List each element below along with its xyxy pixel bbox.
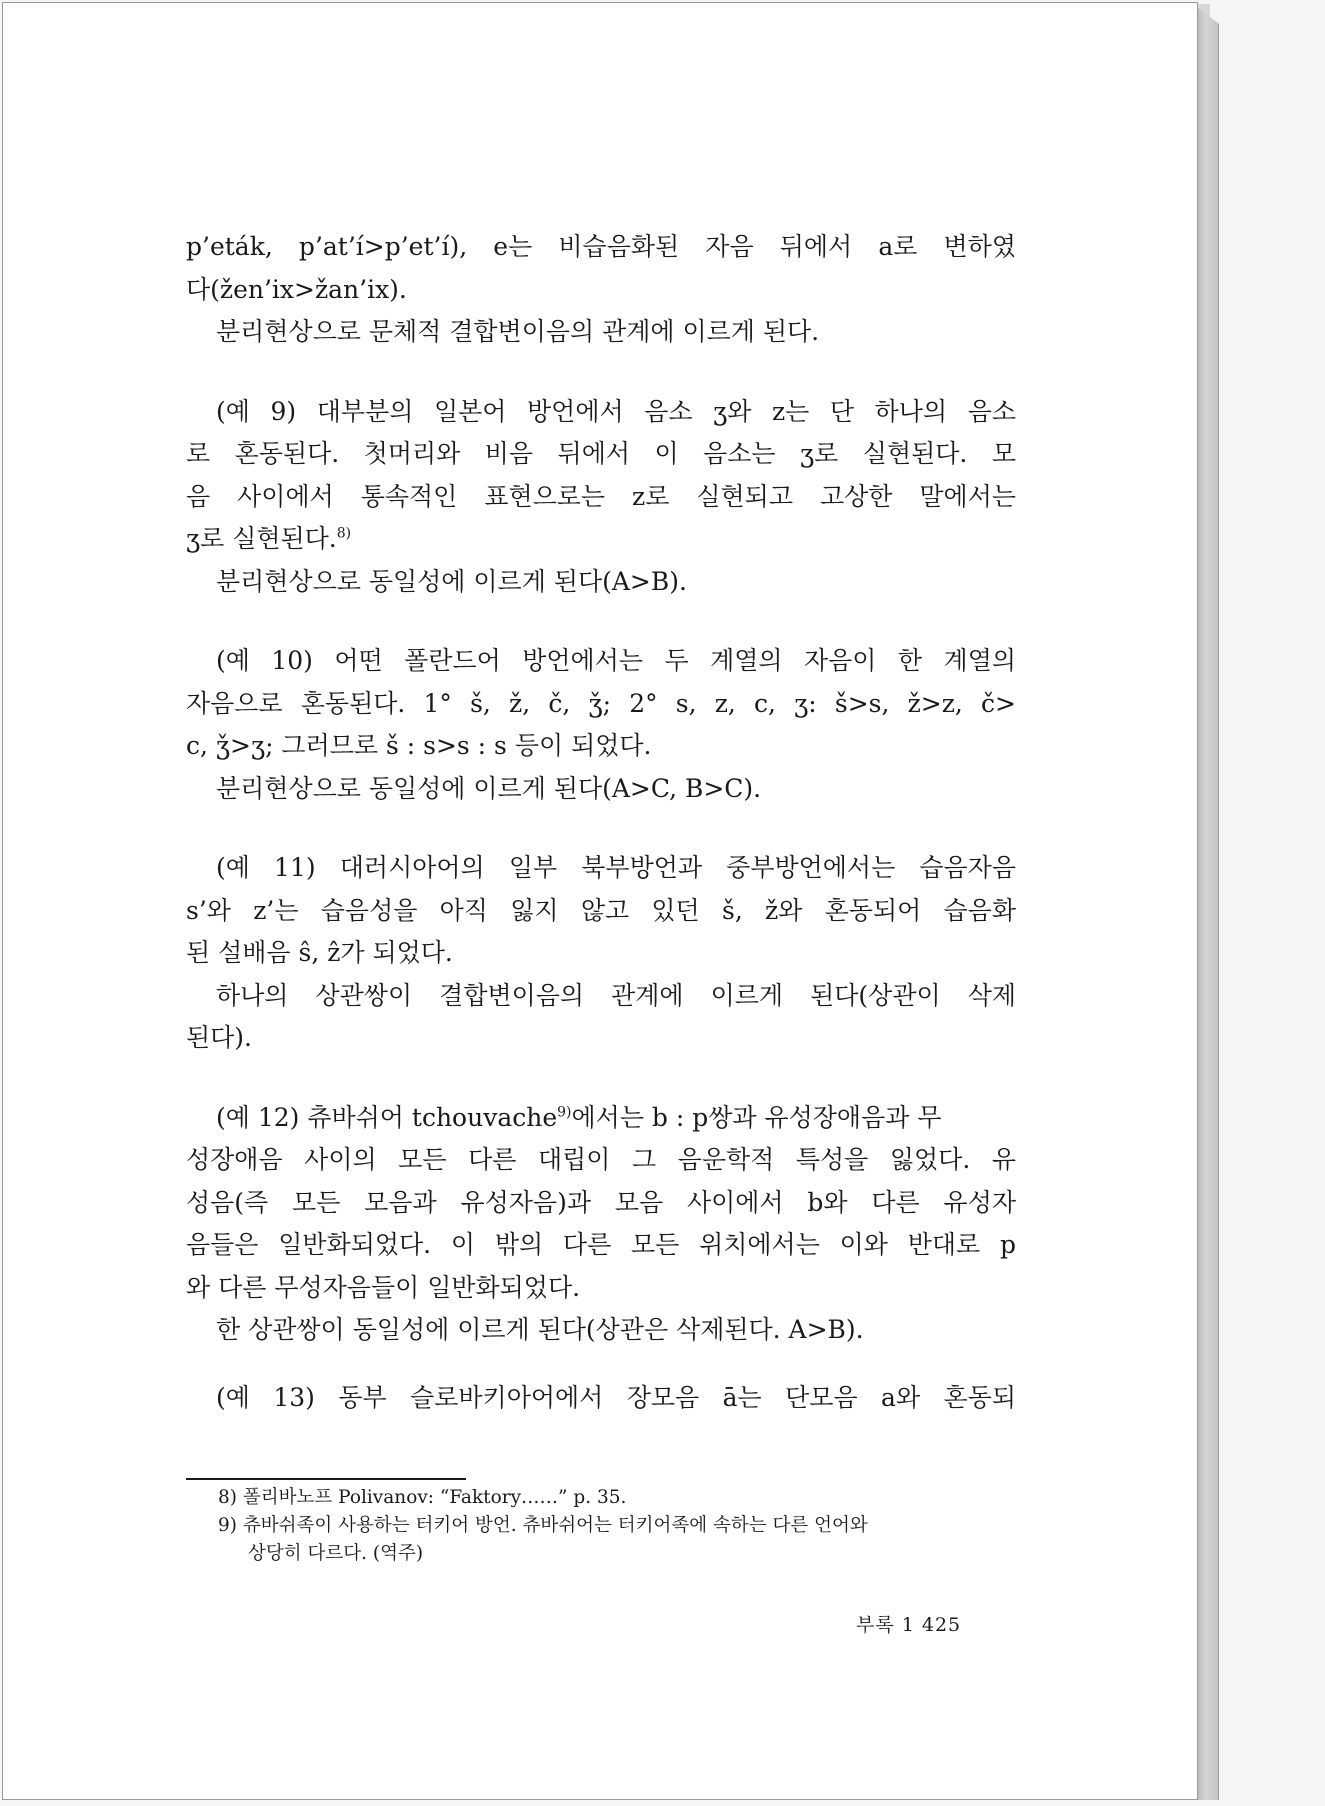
footnote-ref-8: 8) bbox=[336, 525, 352, 542]
footnote-number: 9) bbox=[218, 1515, 237, 1536]
body-text bbox=[186, 226, 1016, 1419]
text-line: 자음으로 혼동된다. 1° š, ž, č, ǯ; 2° s, z, c, ʒ: š>s, ž>z, č> bbox=[186, 688, 1016, 718]
text-line: 음들은 일반화되었다. 이 밖의 다른 모든 위치에서는 이와 반대로 p bbox=[186, 1230, 1016, 1259]
footnote-text: 츄바쉬족이 사용하는 터키어 방언. 츄바쉬어는 터키어족에 속하는 다른 언어와 bbox=[242, 1515, 868, 1536]
text-line: 다(žen’ix>žan’ix). bbox=[186, 274, 407, 304]
footnote-number: 8) bbox=[218, 1487, 237, 1508]
text-span: 에서는 b : p쌍과 유성장애음과 무 bbox=[571, 1102, 942, 1132]
text-line: 분리현상으로 동일성에 이르게 된다(A>B). bbox=[216, 566, 687, 596]
page-number: 부록 1 425 bbox=[856, 1614, 962, 1636]
text-line: s’와 z’는 습음성을 아직 잃지 않고 있던 š, ž와 혼동되어 습음화 bbox=[186, 895, 1016, 925]
text-line: 성장애음 사이의 모든 다른 대립이 그 음운학적 특성을 잃었다. 유 bbox=[186, 1145, 1016, 1174]
text-span: ʒ로 실현된다. bbox=[186, 524, 337, 553]
text-line: (예 13) 동부 슬로바키아어에서 장모음 ā는 단모음 a와 혼동되 bbox=[216, 1382, 1016, 1412]
text-line: (예 9) 대부분의 일본어 방언에서 음소 ʒ와 z는 단 하나의 음소 bbox=[216, 396, 1016, 426]
text-line: p’eták, p’at’í>p’et’í), e는 비습음화된 자음 뒤에서 a로 변하였 bbox=[186, 232, 1016, 261]
footnote-divider bbox=[186, 1478, 466, 1480]
text-line: (예 10) 어떤 폴란드어 방언에서는 두 계열의 자음이 한 계열의 bbox=[216, 646, 1016, 675]
footnote-ref-9: 9) bbox=[557, 1104, 572, 1121]
footnote-8 bbox=[218, 1484, 1018, 1512]
text-line bbox=[186, 518, 1016, 561]
text-line: 와 다른 무성자음들이 일반화되었다. bbox=[186, 1272, 581, 1302]
footnote-9-continued: 상당히 다르다. (역주) bbox=[248, 1543, 424, 1564]
text-line bbox=[186, 1097, 1016, 1140]
text-line: (예 11) 대러시아어의 일부 북부방언과 중부방언에서는 습음자음 bbox=[216, 853, 1016, 882]
text-line: c, ǯ>ʒ; 그러므로 š : s>s : s 등이 되었다. bbox=[186, 731, 652, 760]
text-line: 된다). bbox=[186, 1023, 253, 1052]
text-line: 하나의 상관쌍이 결합변이음의 관계에 이르게 된다(상관이 삭제 bbox=[216, 980, 1016, 1010]
text-line: 로 혼동된다. 첫머리와 비음 뒤에서 이 음소는 ʒ로 실현된다. 모 bbox=[186, 439, 1016, 468]
text-line: 성음(즉 모든 모음과 유성자음)과 모음 사이에서 b와 다른 유성자 bbox=[186, 1187, 1016, 1217]
text-line: 분리현상으로 동일성에 이르게 된다(A>C, B>C). bbox=[216, 773, 762, 803]
text-span: (예 12) 츄바쉬어 tchouvache bbox=[216, 1102, 558, 1132]
text-line: 음 사이에서 통속적인 표현으로는 z로 실현되고 고상한 말에서는 bbox=[186, 481, 1016, 511]
footnote-9 bbox=[218, 1512, 1018, 1540]
text-line: 분리현상으로 문체적 결합변이음의 관계에 이르게 된다. bbox=[216, 317, 820, 346]
footnotes bbox=[218, 1484, 1018, 1568]
text-line: 한 상관쌍이 동일성에 이르게 된다(상관은 삭제된다. A>B). bbox=[216, 1315, 864, 1344]
page-edge bbox=[1198, 8, 1219, 1800]
text-line: 된 설배음 ŝ, ẑ가 되었다. bbox=[186, 938, 453, 967]
footnote-text: 폴리바노프 Polivanov: “Faktory……” p. 35. bbox=[242, 1487, 627, 1508]
